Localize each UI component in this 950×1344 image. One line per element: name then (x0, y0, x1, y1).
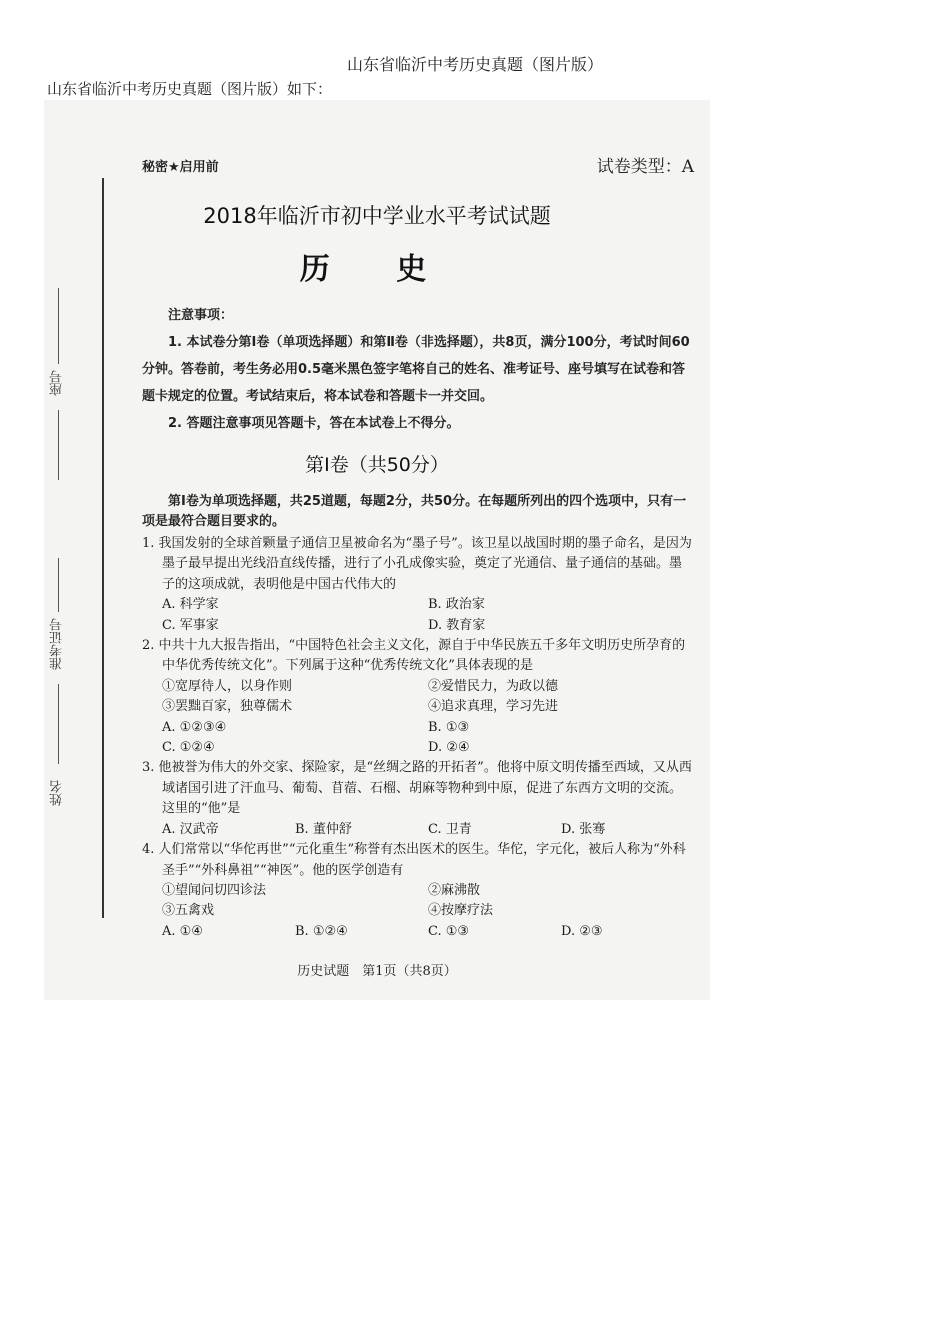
question-stem: 3. 他被誉为伟大的外交家、探险家，是“丝绸之路的开拓者”。他将中原文明传播至西域，又从西域诸国引进了汗血马、葡萄、苜蓿、石榴、胡麻等物种到中原，促进了东西方文明的交流。这里的“他”是 (142, 760, 692, 817)
option: B. 董仲舒 (295, 821, 352, 837)
option: A. ①④ (162, 923, 203, 939)
notes-heading: 注意事项： (168, 308, 234, 323)
statement-item: ③罢黜百家，独尊儒术 (162, 699, 293, 715)
margin-field-admission-number: 准考证号 (48, 618, 70, 670)
question (142, 636, 694, 758)
option: C. 卫青 (428, 821, 472, 837)
statement-item: ②爱惜民力，为政以德 (428, 678, 559, 694)
page-title: 山东省临沂中考历史真题（图片版） (346, 55, 603, 74)
note-item: 1. 本试卷分第Ⅰ卷（单项选择题）和第Ⅱ卷（非选择题），共8页，满分100分，考试时间60分钟。答卷前，考生务必用0.5毫米黑色签字笔将自己的姓名、准考证号、座号填写在试卷和答题卡规定的位置。考试结束后，将本试卷和答题卡一并交回。 (142, 335, 690, 404)
option: D. 教育家 (428, 617, 486, 633)
option: C. ①②④ (162, 740, 215, 756)
option: D. ②④ (428, 740, 470, 756)
intro-text: 山东省临沂中考历史真题（图片版）如下： (47, 80, 333, 98)
option: A. ①②③④ (162, 719, 227, 735)
option: B. ①③ (428, 719, 470, 735)
volume-title: 第Ⅰ卷（共50分） (305, 454, 449, 476)
option: C. 军事家 (162, 617, 219, 633)
option: C. ①③ (428, 923, 470, 939)
question-stem: 2. 中共十九大报告指出，“中国特色社会主义文化，源自于中华民族五千多年文明历史所孕育的中华优秀传统文化”。下列属于这种“优秀传统文化”具体表现的是 (142, 638, 686, 674)
statement-item: ④按摩疗法 (428, 903, 494, 919)
margin-field-seat-number: 座号 (48, 370, 70, 396)
notes-section (142, 302, 694, 437)
question-stem: 4. 人们常常以“华佗再世”“元化重生”称誉有杰出医术的医生。华佗，字元化，被后人称为“外科圣手”“外科鼻祖”“神医”。他的医学创造有 (142, 842, 686, 878)
statement-item: ①望闻问切四诊法 (162, 882, 267, 898)
option: A. 汉武帝 (162, 821, 219, 837)
option: B. 政治家 (428, 597, 485, 613)
volume-description: 第Ⅰ卷为单项选择题，共25道题，每题2分，共50分。在每题所列出的四个选项中，只有一项是最符合题目要求的。 (142, 494, 687, 529)
option: A. 科学家 (162, 597, 219, 613)
scanned-exam-image (44, 100, 710, 1000)
statement-item: ③五禽戏 (162, 903, 215, 919)
binding-line (102, 178, 104, 918)
exam-title: 2018年临沂市初中学业水平考试试题 (203, 204, 551, 228)
question (142, 758, 694, 840)
statement-item: ①宽厚待人，以身作则 (162, 678, 293, 694)
question (142, 534, 694, 636)
statement-item: ②麻沸散 (428, 882, 481, 898)
page-footer: 历史试题 第1页（共8页） (297, 964, 457, 979)
question (142, 840, 694, 942)
paper-type: 试卷类型：A (596, 157, 694, 177)
secret-mark: 秘密★启用前 (142, 160, 219, 175)
option: D. 张骞 (561, 821, 606, 837)
subject-title: 历 史 (299, 252, 455, 287)
question-stem: 1. 我国发射的全球首颗量子通信卫星被命名为“墨子号”。该卫星以战国时期的墨子命名，是因为墨子最早提出光线沿直线传播，进行了小孔成像实验，奠定了光通信、量子通信的基础。墨子的这项成就，表明他是中国古代伟大的 (142, 536, 692, 592)
option: D. ②③ (561, 923, 603, 939)
statement-item: ④追求真理，学习先进 (428, 699, 559, 715)
question-list (142, 534, 694, 942)
note-item: 2. 答题注意事项见答题卡，答在本试卷上不得分。 (168, 416, 460, 431)
option: B. ①②④ (295, 923, 348, 939)
margin-field-name: 姓名 (50, 780, 65, 806)
